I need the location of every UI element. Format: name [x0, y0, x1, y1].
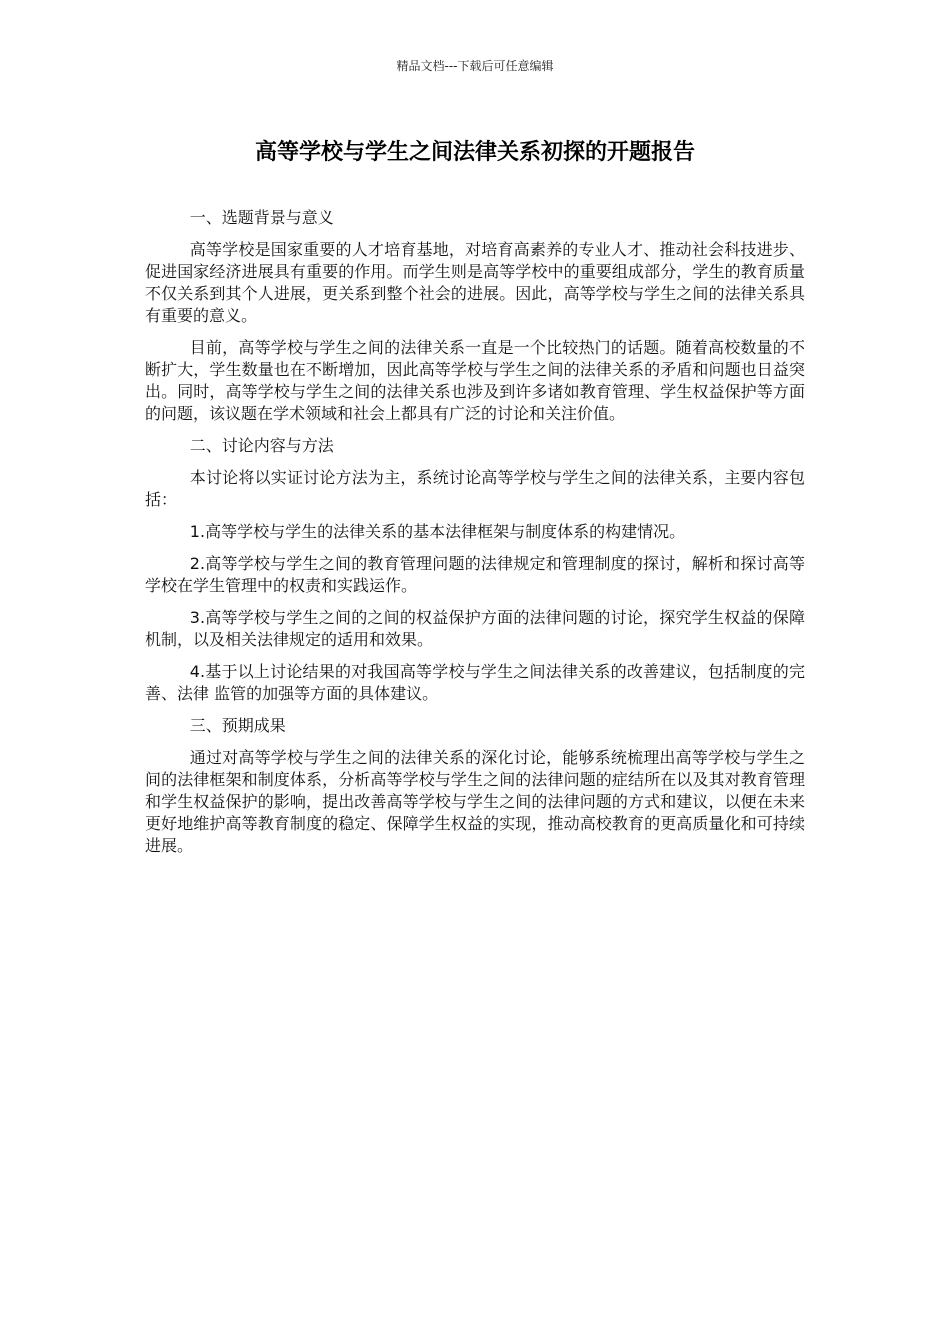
list-item: 3.高等学校与学生之间的之间的权益保护方面的法律问题的讨论，探究学生权益的保障机制，以及相关法律规定的适用和效果。 — [145, 608, 805, 649]
paragraph: 目前，高等学校与学生之间的法律关系一直是一个比较热门的话题。随着高校数量的不断扩大，学生数量也在不断增加，因此高等学校与学生之间的法律关系的矛盾和问题也日益突出。同时，高等学校与学生之间的法律关系也涉及到许多诸如教育管理、学生权益保护等方面的问题，该议题在学术领域和社会上都具有广泛的讨论和关注价值。 — [145, 338, 805, 423]
section-heading: 二、讨论内容与方法 — [189, 436, 334, 455]
list-item: 1.高等学校与学生的法律关系的基本法律框架与制度体系的构建情况。 — [189, 522, 686, 541]
list-item: 4.基于以上讨论结果的对我国高等学校与学生之间法律关系的改善建议，包括制度的完善、法律 监管的加强等方面的具体建议。 — [145, 662, 805, 703]
section-expected-results — [145, 715, 805, 857]
document-title: 高等学校与学生之间法律关系初探的开题报告 — [254, 140, 695, 165]
section-heading: 一、选题背景与意义 — [189, 208, 334, 227]
document-body — [145, 207, 805, 867]
paragraph: 高等学校是国家重要的人才培育基地，对培育高素养的专业人才、推动社会科技进步、促进国家经济进展具有重要的作用。而学生则是高等学校中的重要组成部分，学生的教育质量不仅关系到其个人进展，更关系到整个社会的进展。因此，高等学校与学生之间的法律关系具有重要的意义。 — [145, 240, 805, 325]
section-background — [145, 207, 805, 425]
paragraph: 通过对高等学校与学生之间的法律关系的深化讨论，能够系统梳理出高等学校与学生之间的法律框架和制度体系，分析高等学校与学生之间的法律问题的症结所在以及其对教育管理和学生权益保护的影响，提出改善高等学校与学生之间的法律问题的方式和建议，以便在未来更好地维护高等教育制度的稳定、保障学生权益的实现，推动高校教育的更高质量化和可持续进展。 — [145, 748, 805, 855]
list-item: 2.高等学校与学生之间的教育管理问题的法律规定和管理制度的探讨，解析和探讨高等学校在学生管理中的权责和实践运作。 — [145, 554, 805, 595]
section-heading: 三、预期成果 — [189, 716, 286, 735]
paragraph: 本讨论将以实证讨论方法为主，系统讨论高等学校与学生之间的法律关系，主要内容包括： — [145, 468, 805, 509]
header-note: 精品文档---下载后可任意编辑 — [396, 59, 554, 73]
section-content-method — [145, 435, 805, 705]
